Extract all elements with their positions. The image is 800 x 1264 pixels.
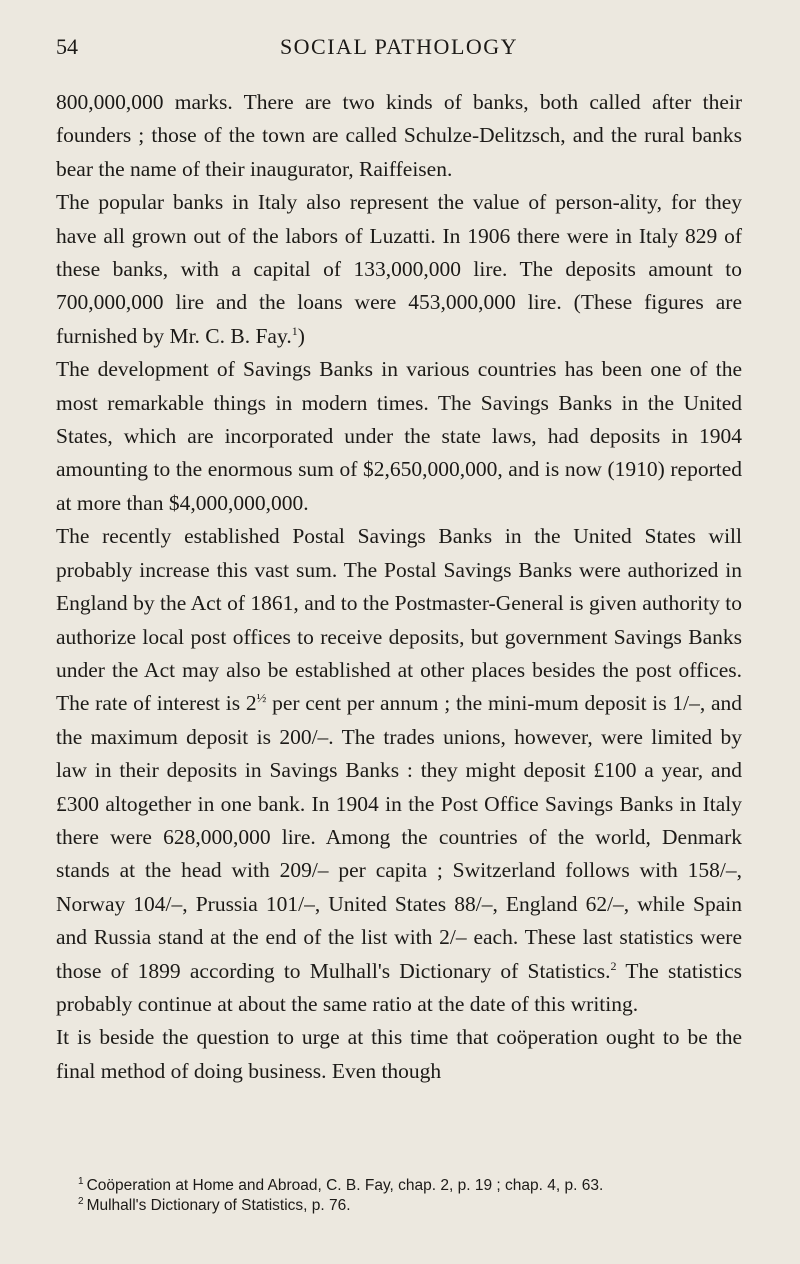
fraction: ½ [256,690,267,706]
paragraph: It is beside the question to urge at this time that coöperation ought to be the final method of doing business. Even though [56,1025,742,1083]
footnote: $^1$ Coöperation at Home and Abroad, C. B. Fay, chap. 2, p. 19 ; chap. 4, p. 63. [78,1175,604,1194]
running-head: SOCIAL PATHOLOGY [279,34,519,59]
footnotes [56,1176,742,1216]
footnote: $^2$ Mulhall's Dictionary of Statistics, p. 76. [78,1195,351,1214]
paragraph: The recently established Postal Savings Banks in the United States will probably increase this vast sum. The Postal Savings Banks were authorized in England by the Act of 1861, and to the Postmaster-General is given authority to authorize local post offices to receive deposits, but government Savings Banks under the Act may also be established at other places besides the post offices. The rate of interest is $2^{\frac{1}{2}}$ per cent per annum ; the mini-mum deposit is 1/–, and the maximum deposit is 200/–. The trades unions, however, were limited by law in their deposits in Savings Banks : they might deposit £100 a year, and £300 altogether in one bank. In 1904 in the Post Office Savings Banks in Italy there were 628,000,000 lire. Among the countries of the world, Denmark stands at the head with 209/– per capita ; Switzerland follows with 158/–, Norway 104/–, Prussia 101/–, United States 88/–, England 62/–, while Spain and Russia stand at the end of the list with 2/– each. These last statistics were those of 1899 according to Mulhall's Dictionary of Statistics.$^2$ The statistics probably continue at about the same ratio at the date of this writing. [56,524,743,1016]
page-number: 54 [56,34,78,59]
paragraph: 800,000,000 marks. There are two kinds of banks, both called after their founders ; those of the town are called Schulze-Delitzsch, and the rural banks bear the name of their inaugurator, Raiffeisen. [56,90,742,181]
footnote-ref: 1 [291,323,298,338]
page-header [56,34,742,66]
footnote-ref: 2 [610,958,617,973]
paragraph: The popular banks in Italy also represent the value of person-ality, for they have all grown out of the labors of Luzatti. In 1906 there were in Italy 829 of these banks, with a capital of 133,000,000 lire. The deposits amount to 700,000,000 lire and the loans were 453,000,000 lire. (These figures are furnished by Mr. C. B. Fay.$^1$) [56,190,742,348]
paragraph: The development of Savings Banks in various countries has been one of the most remarkable things in modern times. The Savings Banks in the United States, which are incorporated under the state laws, had deposits in 1904 amounting to the enormous sum of $2,650,000,000, and is now (1910) reported at more than $4,000,000,000. [56,357,742,515]
body-text [56,86,742,1088]
